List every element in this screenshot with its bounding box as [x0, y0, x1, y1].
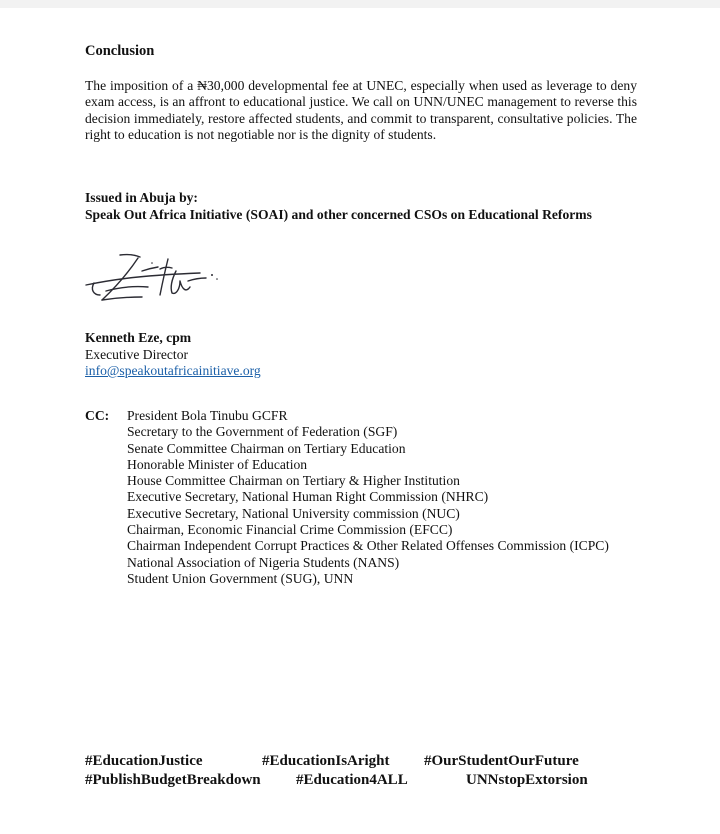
- cc-label: CC:: [85, 408, 110, 423]
- hashtag: UNNstopExtorsion: [466, 772, 588, 788]
- hashtag: #PublishBudgetBreakdown: [85, 772, 261, 788]
- page-top-edge: [0, 0, 720, 8]
- hashtag: #OurStudentOurFuture: [424, 753, 579, 769]
- issuing-organization-line: Speak Out Africa Initiative (SOAI) and other concerned CSOs on Educational Reforms: [85, 206, 592, 222]
- cc-recipient: Student Union Government (SUG), UNN: [127, 570, 354, 586]
- handwritten-signature: [80, 245, 225, 315]
- cc-recipient: Executive Secretary, National University commission (NUC): [127, 505, 460, 521]
- signatory-title: Executive Director: [85, 346, 189, 362]
- hashtag: #EducationJustice: [85, 753, 203, 769]
- cc-recipient: House Committee Chairman on Tertiary & Higher Institution: [127, 473, 460, 489]
- issued-by-block: [85, 190, 592, 223]
- conclusion-section: [85, 42, 637, 144]
- cc-recipient: Chairman Independent Corrupt Practices & Other Related Offenses Commission (ICPC): [127, 538, 609, 554]
- cc-recipient-list: [127, 408, 609, 587]
- conclusion-paragraph: The imposition of a ₦30,000 developmental fee at UNEC, especially when used as leverage to deny exam access, is an affront to educational justice. We call on UNN/UNEC management to reverse this decision immediately, restore affected students, and commit to transparent, consultative policies. The right to education is not negotiable nor is the dignity of students.: [85, 78, 637, 143]
- signatory-name: Kenneth Eze, cpm: [85, 330, 192, 345]
- conclusion-heading: Conclusion: [85, 43, 155, 59]
- issued-location-line: Issued in Abuja by:: [85, 190, 198, 205]
- cc-recipient: National Association of Nigeria Students (NANS): [127, 554, 400, 570]
- hashtag: #EducationIsAright: [262, 753, 390, 769]
- cc-recipient: Honorable Minister of Education: [127, 456, 308, 472]
- signatory-block: [85, 330, 261, 380]
- signatory-email-link[interactable]: info@speakoutafricainitiave.org: [85, 363, 261, 378]
- cc-recipient: Senate Committee Chairman on Tertiary Education: [127, 440, 406, 456]
- hashtag: #Education4ALL: [296, 772, 408, 788]
- cc-recipient: Secretary to the Government of Federation (SGF): [127, 424, 398, 440]
- cc-recipient: Chairman, Economic Financial Crime Commission (EFCC): [127, 522, 453, 538]
- cc-recipient: President Bola Tinubu GCFR: [127, 408, 288, 423]
- cc-recipient: Executive Secretary, National Human Right Commission (NHRC): [127, 489, 489, 505]
